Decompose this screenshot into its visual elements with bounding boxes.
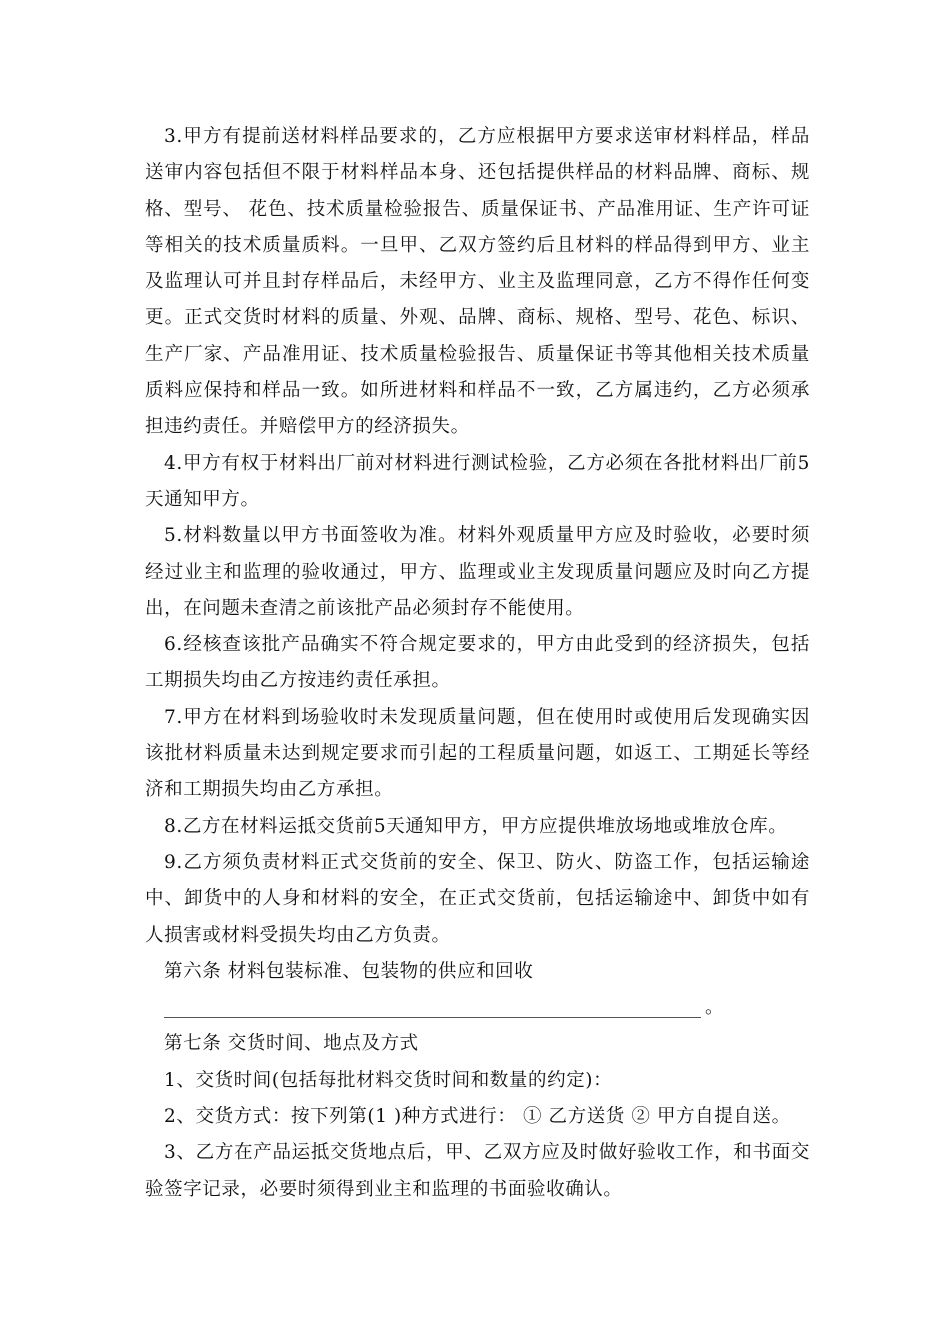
blank-line-period: 。 [705,997,725,1019]
article-7-heading: 第七条 交货时间、地点及方式 [164,1033,419,1055]
article-7-item-1: 1、交货时间(包括每批材料交货时间和数量的约定)： [164,1069,613,1091]
clause-7: 7.甲方在材料到场验收时未发现质量问题，但在使用时或使用后发现确实因该批材料质量未达到规定要求而引起的工程质量问题，如返工、工期延长等经济和工期损失均由乙方承担。 [145,706,810,801]
article-6-heading: 第六条 材料包装标准、包装物的供应和回收 [164,960,534,982]
document-body [145,119,810,1208]
article-7-item-2: 2、交货方式：按下列第(1 )种方式进行： ① 乙方送货 ② 甲方自提自送。 [164,1106,791,1128]
article-7-item-3: 3、乙方在产品运抵交货地点后，甲、乙双方应及时做好验收工作，和书面交验签字记录，必要时须得到业主和监理的书面验收确认。 [145,1142,810,1200]
article-6-fill-blank [145,990,810,1026]
clause-6: 6.经核查该批产品确实不符合规定要求的，甲方由此受到的经济损失，包括工期损失均由乙方按违约责任承担。 [145,634,810,692]
clause-4: 4.甲方有权于材料出厂前对材料进行测试检验，乙方必须在各批材料出厂前5天通知甲方。 [145,452,810,510]
clause-3: 3.甲方有提前送材料样品要求的，乙方应根据甲方要求送审材料样品，样品送审内容包括但不限于材料样品本身、还包括提供样品的材料品牌、商标、规格、型号、 花色、技术质量检验报告、质量保证书、产品准用证、生产许可证等相关的技术质量质料。一旦甲、乙双方签约后且材料的样品得到甲方、业主及监理认可并且封存样品后，未经甲方、业主及监理同意，乙方不得作任何变更。正式交货时材料的质量、外观、品牌、商标、规格、型号、花色、标识、生产厂家、产品准用证、技术质量检验报告、质量保证书等其他相关技术质量质料应保持和样品一致。如所进材料和样品不一致，乙方属违约，乙方必须承担违约责任。并赔偿甲方的经济损失。 [145,126,810,438]
clause-9: 9.乙方须负责材料正式交货前的安全、保卫、防火、防盗工作，包括运输途中、卸货中的人身和材料的安全，在正式交货前，包括运输途中、卸货中如有人损害或材料受损失均由乙方负责。 [145,851,810,946]
fill-in-underline [164,999,701,1018]
clause-8: 8.乙方在材料运抵交货前5天通知甲方，甲方应提供堆放场地或堆放仓库。 [164,815,788,837]
clause-5: 5.材料数量以甲方书面签收为准。材料外观质量甲方应及时验收，必要时须经过业主和监理的验收通过，甲方、监理或业主发现质量问题应及时向乙方提出，在问题未查清之前该批产品必须封存不能使用。 [145,525,810,619]
